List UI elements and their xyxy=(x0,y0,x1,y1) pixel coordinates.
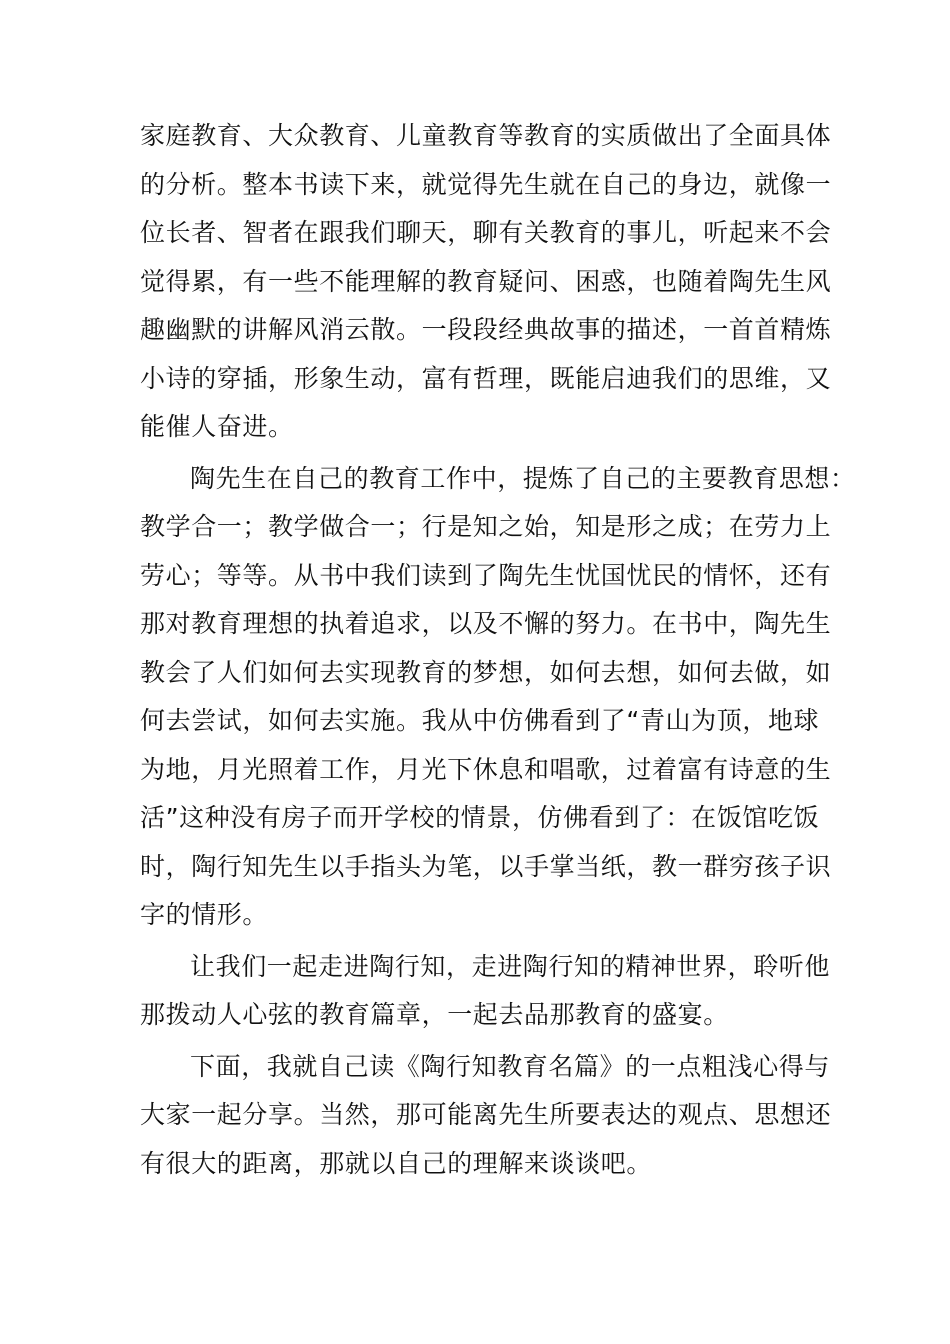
text-line: 趣幽默的讲解风消云散。一段段经典故事的描述，一首首精炼 xyxy=(140,315,832,344)
text-line: 何去尝试，如何去实施。我从中仿佛看到了“青山为顶，地球 xyxy=(140,706,820,735)
text-line: 能催人奋进。 xyxy=(140,412,294,441)
text-line: 那对教育理想的执着追求，以及不懈的努力。在书中，陶先生 xyxy=(140,609,832,638)
text-line: 下面，我就自己读《陶行知教育名篇》的一点粗浅心得与 xyxy=(190,1051,831,1081)
text-line: 位长者、智者在跟我们聊天，聊有关教育的事儿，听起来不会 xyxy=(140,218,832,247)
text-line: 有很大的距离，那就以自己的理解来谈谈吧。 xyxy=(140,1148,653,1178)
text-line: 字的情形。 xyxy=(140,900,269,929)
paragraph-3 xyxy=(140,943,830,1040)
text-line: 小诗的穿插，形象生动，富有哲理，既能启迪我们的思维，又 xyxy=(140,363,832,393)
text-line: 教会了人们如何去实现教育的梦想，如何去想，如何去做，如 xyxy=(140,657,832,687)
text-line: 觉得累，有一些不能理解的教育疑问、困惑，也随着陶先生风 xyxy=(140,266,832,296)
text-line: 陶先生在自己的教育工作中，提炼了自己的主要教育思想： xyxy=(190,463,856,493)
text-line: 让我们一起走进陶行知，走进陶行知的精神世界，聆听他 xyxy=(190,951,831,981)
text-line: 那拨动人心弦的教育篇章，一起去品那教育的盛宴。 xyxy=(140,1000,729,1029)
paragraph-1 xyxy=(140,112,830,452)
text-line: 劳心；等等。从书中我们读到了陶先生忧国忧民的情怀，还有 xyxy=(140,560,832,590)
paragraph-4 xyxy=(140,1043,830,1189)
text-line: 活”这种没有房子而开学校的情景，仿佛看到了：在饭馆吃饭 xyxy=(140,803,820,832)
paragraph-2 xyxy=(140,455,856,940)
text-line: 时，陶行知先生以手指头为笔，以手掌当纸，教一群穷孩子识 xyxy=(140,851,832,881)
text-line: 大家一起分享。当然，那可能离先生所要表达的观点、思想还 xyxy=(140,1100,832,1129)
text-line: 教学合一；教学做合一；行是知之始，知是形之成；在劳力上 xyxy=(140,512,832,541)
text-line: 的分析。整本书读下来，就觉得先生就在自己的身边，就像一 xyxy=(140,169,832,199)
body-text xyxy=(140,112,856,1188)
text-line: 家庭教育、大众教育、儿童教育等教育的实质做出了全面具体 xyxy=(140,121,832,150)
text-line: 为地，月光照着工作，月光下休息和唱歌，过着富有诗意的生 xyxy=(140,754,832,784)
